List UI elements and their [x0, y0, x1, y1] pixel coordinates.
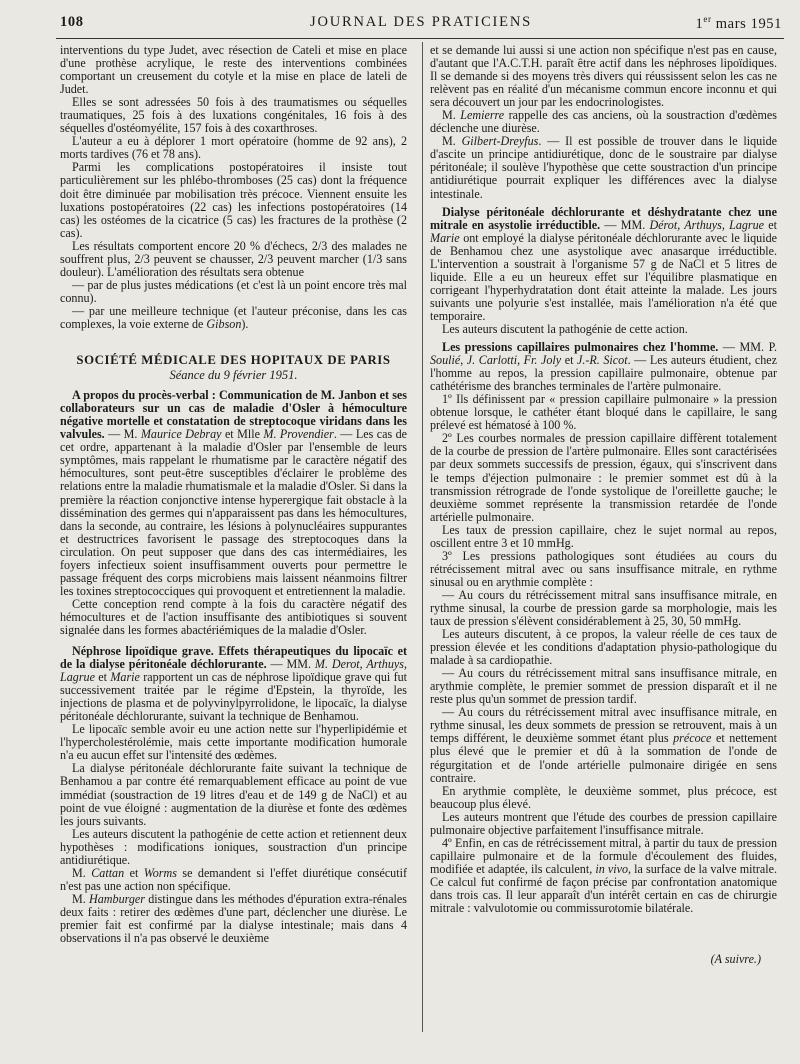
paragraph: — Au cours du rétrécissement mitral sans insuffisance mitrale, en arythmie complète, le premier sommet de pression disparaît et il ne reste plus qu'un sommet de pression tardif. [430, 666, 777, 707]
paragraph: 1º Ils définissent par « pression capillaire pulmonaire » la pression obtenue lorsque, le cathéter étant bloqué dans le capillaire, le sang prélevé est hématosé à 100 %. [430, 392, 777, 433]
column-divider [422, 42, 423, 1032]
paragraph: et se demande lui aussi si une action non spécifique n'est pas en cause, d'autant que l'A.C.T.H. paraît être actif dans les néphroses lipoïdiques. Il se demande si des moyens très divers qui réussissent selon les cas ne relèvent pas en réalité d'un mécanisme commun encore inconnu et qui sera découvert un jour par les endocrinologistes. [430, 43, 777, 110]
paragraph: M. Lemierre rappelle des cas anciens, où la soustraction d'œdèmes déclenche une diurèse. [430, 108, 777, 136]
paragraph: La dialyse péritonéale déchlorurante faite suivant la technique de Benhamou a par contre été remarquablement efficace au point de vue immédiat (soustraction de 19 litres d'eau et de 149 g de NaCl) et au point de vue éloigné : augmentation de la diurèse et fonte des œdèmes les jours suivants. [60, 761, 407, 828]
paragraph: Les auteurs discutent, à ce propos, la valeur réelle de ces taux de pression élevée et les conditions d'adaptation physio-pathologique du malade à sa cardiopathie. [430, 627, 777, 668]
paragraph: — Au cours du rétrécissement mitral sans insuffisance mitrale, en rythme sinusal, la courbe de pression garde sa morphologie, mais les taux de pression s'élèvent considérablement à 25, 30, 50 mmHg. [430, 587, 777, 629]
paragraph: Le lipocaïc semble avoir eu une action nette sur l'hyperlipidémie et l'hypercholestérolémie, mais cette importante modification humorale n'a eu aucun effet sur l'intensité des œdèmes. [60, 722, 407, 763]
paragraph: Les auteurs discutent la pathogénie de cette action. [442, 321, 688, 336]
paragraph: Les résultats comportent encore 20 % d'échecs, 2/3 des malades ne souffrent plus, 2/3 peuvent se chausser, 2/3 peuvent marcher (1/3 sans douleur). L'amélioration des résultats sera obtenue [60, 238, 407, 279]
paragraph: — par une meilleure technique (et l'auteur préconise, dans les cas complexes, la voie externe de Gibson). [60, 303, 407, 331]
article-title: A propos du procès-verbal : Communication de M. Janbon et ses collaborateurs sur un cas de maladie d'Osler à hémoculture négative mortelle et constatation de streptocoque viridans dans les valvules. [60, 388, 407, 442]
paragraph: M. Gilbert-Dreyfus. — Il est possible de trouver dans le liquide d'ascite un principe antidiurétique, donc de le soustraire par dialyse péritonéale; il soulève l'hypothèse que cette soustraction d'un principe antidiurétique pourrait expliquer les différences avec la dialyse intestinale. [430, 134, 777, 201]
issue-date: 1er mars 1951 [695, 14, 782, 32]
article-nephrose: Néphrose lipoïdique grave. Effets thérapeutiques du lipocaïc et de la dialyse péritonéale déchlorurante. — MM. M. Derot, Arthuys, Lagrue et Marie rapportent un cas de néphrose lipoïdique grave qui fut successivement traitée par le régime d'Epstein, la thyroïde, les injections de plasma et de polyvinylpyrrolidone, le lipocaïc, la dialyse péritonéale déchlorurante, suivant la technique de Benhamou. [60, 644, 407, 724]
paragraph: 2º Les courbes normales de pression capillaire diffèrent totalement de la courbe de pression de l'artère pulmonaire. Elles sont caractérisées par deux sommets successifs de pression, égaux, qui s'inscrivent dans le temps d'éjection pulmonaire : le premier sommet est dû à la transmission rétrograde de l'onde systolique de l'oreillette gauche; le deuxième sommet représente la transmission retardée de l'onde artérielle pulmonaire. [430, 431, 777, 524]
section-title: SOCIÉTÉ MÉDICALE DES HOPITAUX DE PARIS [76, 353, 391, 368]
paragraph: M. Cattan et Worms se demandent si l'effet diurétique consécutif n'est pas une action non spécifique. [60, 865, 407, 893]
journal-title: JOURNAL DES PRATICIENS [310, 14, 532, 30]
article-title: Néphrose lipoïdique grave. Effets thérapeutiques du lipocaïc et de la dialyse péritonéale déchlorurante. [60, 644, 407, 672]
seance-date: Séance du 9 février 1951. [169, 368, 298, 383]
paragraph: Parmi les complications postopératoires il insiste tout particulièrement sur les phlébo-thromboses (25 cas) dont la fréquence doit être diminuée par mobilisation très précoce. Viennent ensuite les luxations postopératoires (22 cas) les infections postopératoires (14 cas) les ostéomes de la cicatrice (5 cas) les fractures de la prothèse (2 cas). [60, 160, 407, 240]
paragraph: Les auteurs discutent la pathogénie de cette action et retiennent deux hypothèses : modifications ioniques, soustraction d'un principe antidiurétique. [60, 826, 407, 867]
paragraph: Elles se sont adressées 50 fois à des traumatismes ou séquelles traumatiques, 25 fois à des luxations congénitales, 16 fois à des séquelles d'ostéomyélite, 157 fois à des coxarthroses. [60, 95, 407, 136]
right-column [430, 44, 777, 966]
article-osler: A propos du procès-verbal : Communication de M. Janbon et ses collaborateurs sur un cas de maladie d'Osler à hémoculture négative mortelle et constatation de streptocoque viridans dans les valvules. — M. Maurice Debray et Mlle M. Provendier. — Les cas de cet ordre, appartenant à la maladie d'Osler par l'ensemble de leurs symptômes, mais rappelant le rhumatisme par le caractère négatif des hémocultures, sont peut-être susceptibles d'éclairer le problème des relations entre la maladie rhumatismale et la maladie d'Osler. Si dans la première la réaction conjonctive intense hyperergique fait obstacle à la dissémination des germes qui n'apparaissent pas dans les hémocultures, dans la seconde, au contraire, les lésions à polynucléaires suppurantes et destructrices favorisent le passage des streptocoques dans la circulation. On peut supposer que dans des cas intermédiaires, les foyers infectieux soient insuffisamment ouverts pour permettre le passage fréquent des corps microbiens mais laissent néanmoins filtrer les toxines streptococciques qui provoquent et entretiennent la maladie. [60, 388, 408, 598]
paragraph: 4º Enfin, en cas de rétrécissement mitral, à partir du taux de pression capillaire pulmonaire et de la formule d'écoulement des fluides, modifiée et adaptée, ils calculent, in vivo, la surface de la valve mitrale. Ce calcul fut confirmé de façon précise par confrontation anatomique dans trois cas. Il leur apparaît d'un intérêt certain en cas de chirurgie mitrale : valvulotomie ou commissurotomie bilatérale. [430, 835, 777, 916]
paragraph: Les auteurs montrent que l'étude des courbes de pression capillaire pulmonaire objective parfaitement l'insuffisance mitrale. [430, 809, 777, 837]
article-pressions: Les pressions capillaires pulmonaires chez l'homme. — MM. P. Soulié, J. Carlotti, Fr. Joly et J.-R. Sicot. — Les auteurs étudient, chez l'homme au repos, la pression capillaire pulmonaire, obtenue par cathétérisme des branches terminales de l'artère pulmonaire. [430, 340, 778, 394]
page-number: 108 [60, 14, 84, 30]
paragraph: — par de plus justes médications (et c'est là un point encore très mal connu). [60, 277, 407, 305]
paragraph: Cette conception rend compte à la fois du caractère négatif des hémocultures et de l'action insuffisante des antibiotiques si souvent signalée dans les formes abactériémiques de la maladie d'Osler. [60, 596, 407, 637]
header-rule [56, 38, 784, 39]
paragraph: interventions du type Judet, avec résection de Cateli et mise en place d'une prothèse acrylique, le reste des interventions combinées comportant un creusement du cotyle et la mise en place de lateli de Judet. [60, 43, 407, 97]
paragraph: En arythmie complète, le deuxième sommet, plus précoce, est beaucoup plus élevé. [430, 783, 777, 811]
paragraph: Les taux de pression capillaire, chez le sujet normal au repos, oscillent entre 3 et 10 mmHg. [430, 522, 777, 550]
page-header [60, 14, 782, 36]
paragraph: M. Hamburger distingue dans les méthodes d'épuration extra-rénales deux faits : retirer des œdèmes d'une part, déclencher une diurèse. Le premier fait est confirmé par la dialyse intestinale; mais dans 4 observations il n'a pas observé le deuxième [60, 891, 407, 946]
continued-note: (A suivre.) [710, 952, 761, 967]
paragraph: — Au cours du rétrécissement mitral avec insuffisance mitrale, en rythme sinusal, les deux sommets de pression se retrouvent, mais à un temps différent, le deuxième sommet étant plus précoce et nettement plus élevé que le premier et dû à la sommation de l'onde de régurgitation et de l'onde artérielle pulmonaire dirigée en sens contraire. [430, 705, 777, 785]
left-column [60, 44, 407, 945]
article-dialyse: Dialyse péritonéale déchlorurante et déshydratante chez une mitrale en asystolie irréductible. — MM. Dérot, Arthuys, Lagrue et Marie ont employé la dialyse péritonéale déchlorurante avec le liquide de Benhamou chez une asystolique avec anasarque irréductible. L'intervention a soustrait à l'organisme 57 g de NaCl et 5 litres de liquide. Elle a eu un heureux effet sur l'équilibre plasmatique en corrigeant l'hyperhydratation dont était atteinte la malade. Les jours suivants une polyurie s'est installée, mais l'amélioration n'a été que temporaire. [430, 204, 777, 323]
article-title: Dialyse péritonéale déchlorurante et déshydratante chez une mitrale en asystolie irréductible. [430, 204, 777, 232]
article-title: Les pressions capillaires pulmonaires chez l'homme. [442, 340, 719, 355]
paragraph: L'auteur a eu à déplorer 1 mort opératoire (homme de 92 ans), 2 morts tardives (76 et 78 ans). [60, 134, 407, 162]
paragraph: 3º Les pressions pathologiques sont étudiées au cours du rétrécissement mitral avec ou sans insuffisance mitrale, en rythme sinusal ou en arythmie complète : [430, 548, 777, 589]
